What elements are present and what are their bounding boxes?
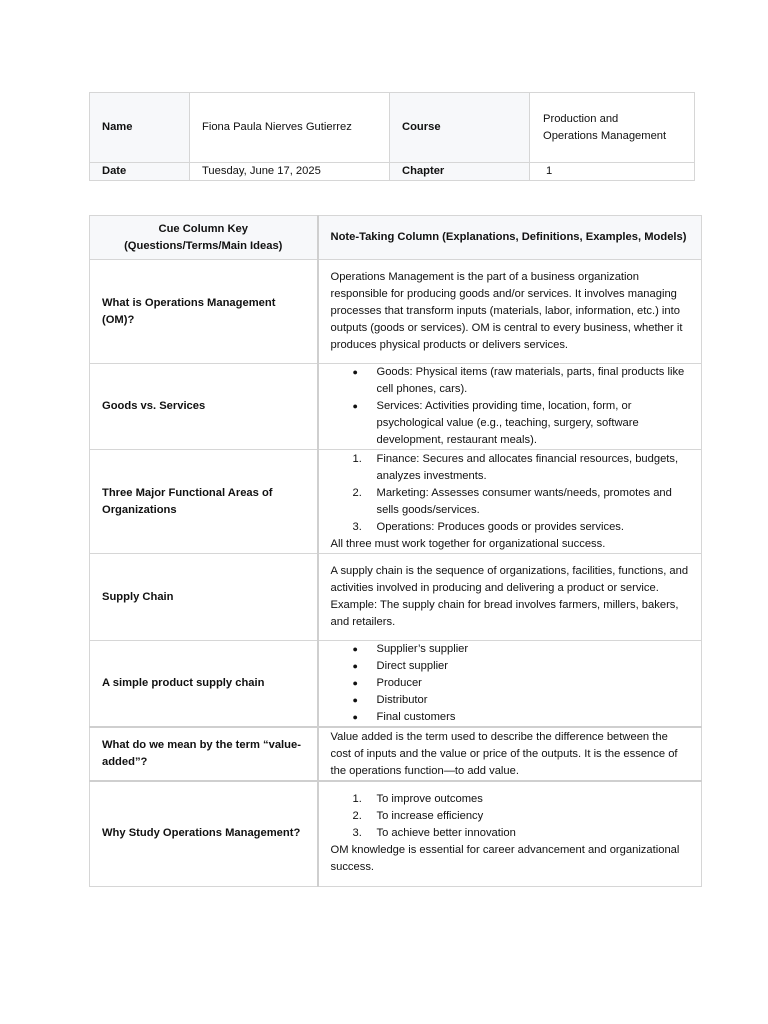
list-item: ● Supplier’s supplier	[331, 641, 690, 658]
note-text: A supply chain is the sequence of organizations, facilities, functions, and activities involved in producing and delivering a product or service.	[330, 565, 689, 594]
cue-cell: Supply Chain	[90, 554, 318, 641]
list-item: ● Goods: Physical items (raw materials, parts, final products like cell phones, cars).	[331, 364, 690, 398]
list-item-text: To improve outcomes	[376, 793, 483, 806]
course-value-line: Production and	[543, 112, 619, 125]
note-text: Operations Management is the part of a business organization responsible for producing goods and/or services. It involves managing processes that transform inputs (materials, labor, information, etc.) into outputs (goods or services). OM is central to every business, whether it produces physical products or delivers services.	[330, 271, 683, 351]
note-text: Value added is the term used to describe the difference between the cost of inputs and the value or price of the outputs. It is the essence of the operations function—to add value.	[330, 730, 678, 777]
list-item	[331, 519, 690, 536]
chapter-value: 1	[530, 163, 695, 181]
note-text: All three must work together for organizational success.	[330, 537, 606, 550]
list-item-text: Operations: Produces goods or provides services.	[376, 520, 624, 533]
list-item	[331, 808, 690, 825]
table-row	[90, 641, 702, 728]
date-value: Tuesday, June 17, 2025	[190, 163, 390, 181]
cue-cell: A simple product supply chain	[90, 641, 318, 728]
bullet-list	[331, 641, 690, 726]
list-number: 3.	[352, 827, 362, 840]
table-row	[90, 727, 702, 781]
table-row	[90, 364, 702, 450]
note-cell	[318, 727, 702, 781]
note-text: OM knowledge is essential for career advancement and organizational success.	[330, 844, 680, 874]
course-value-line: Operations Management	[543, 129, 667, 142]
cornell-notes-table	[89, 215, 702, 887]
list-item: ● Direct supplier	[331, 658, 690, 675]
list-number: 2.	[352, 486, 362, 499]
note-cell	[318, 781, 702, 886]
cue-header-line: (Questions/Terms/Main Ideas)	[124, 239, 283, 252]
name-label: Name	[90, 93, 190, 163]
list-item	[331, 451, 690, 485]
chapter-label: Chapter	[390, 163, 530, 181]
note-cell	[318, 554, 702, 641]
note-example: Example: The supply chain for bread involves farmers, millers, bakers, and retailers.	[330, 599, 679, 628]
info-row	[90, 93, 695, 163]
cue-cell: Goods vs. Services	[90, 364, 318, 450]
note-cell	[318, 364, 702, 450]
numbered-list	[331, 451, 690, 536]
list-item-text: To achieve better innovation	[376, 827, 516, 840]
list-number: 1.	[352, 793, 362, 806]
cue-header-line: Cue Column Key	[158, 222, 248, 235]
notes-header-row	[90, 216, 702, 260]
numbered-list	[331, 791, 690, 842]
table-row	[90, 781, 702, 886]
list-item: ● Final customers	[331, 709, 690, 726]
list-item	[331, 485, 690, 519]
cue-cell: What do we mean by the term “value-added”?	[90, 727, 318, 781]
info-row	[90, 163, 695, 181]
note-cell	[318, 641, 702, 728]
list-number: 1.	[352, 452, 362, 465]
cue-cell: Why Study Operations Management?	[90, 781, 318, 886]
list-item-text: Finance: Secures and allocates financial resources, budgets, analyzes investments.	[376, 452, 679, 482]
student-info-table	[89, 92, 695, 181]
bullet-list	[331, 364, 690, 449]
note-column-header: Note-Taking Column (Explanations, Definitions, Examples, Models)	[318, 216, 702, 260]
table-row	[90, 260, 702, 364]
note-cell	[318, 450, 702, 554]
list-item	[331, 791, 690, 808]
course-label: Course	[390, 93, 530, 163]
cue-column-header	[90, 216, 318, 260]
course-value	[530, 93, 695, 163]
list-item: ● Producer	[331, 675, 690, 692]
list-item	[331, 825, 690, 842]
list-item-text: Marketing: Assesses consumer wants/needs, promotes and sells goods/services.	[376, 486, 672, 516]
note-cell	[318, 260, 702, 364]
list-item-text: To increase efficiency	[376, 810, 484, 823]
table-row	[90, 554, 702, 641]
list-number: 3.	[352, 520, 362, 533]
date-label: Date	[90, 163, 190, 181]
list-item: ● Distributor	[331, 692, 690, 709]
name-value: Fiona Paula Nierves Gutierrez	[190, 93, 390, 163]
cue-cell: Three Major Functional Areas of Organizations	[90, 450, 318, 554]
cue-cell: What is Operations Management (OM)?	[90, 260, 318, 364]
table-row	[90, 450, 702, 554]
list-number: 2.	[352, 810, 362, 823]
list-item: ● Services: Activities providing time, location, form, or psychological value (e.g., teaching, surgery, software development, restaurant meals).	[331, 398, 690, 449]
